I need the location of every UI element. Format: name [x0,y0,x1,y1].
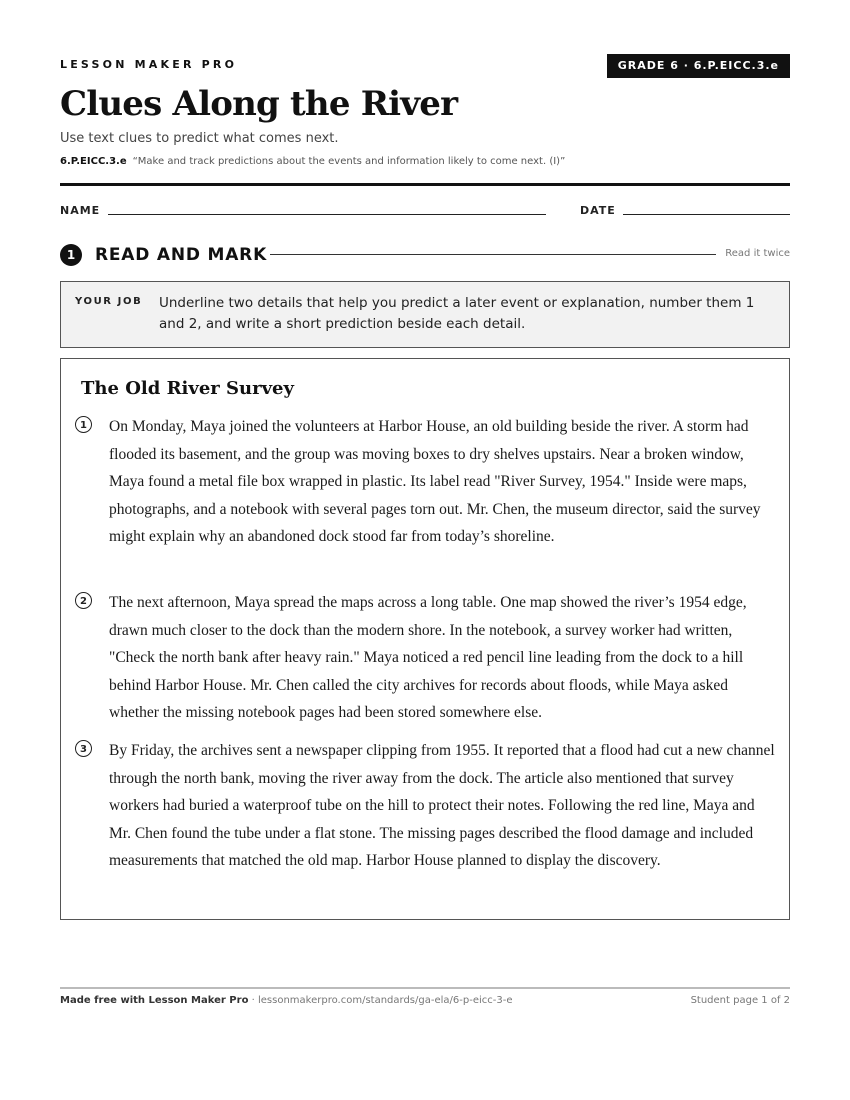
grade-standard-badge: GRADE 6 · 6.P.EICC.3.e [607,54,790,78]
standard-code: 6.P.EICC.3.e [60,156,127,167]
section-title: READ AND MARK [95,245,268,265]
header-divider [60,183,790,186]
section-divider [270,254,716,255]
paragraph-text[interactable]: By Friday, the archives sent a newspaper clipping from 1955. It reported that a flood had cut a new channel through the north bank, moving the river away from the dock. The article also mentioned that survey workers had buried a waterproof tube on the hill to protect their notes. Following the red line, Maya and Mr. Chen found the tube under a flat stone. The missing pages described the flood damage and included measurements that matched the old map. Harbor House planned to display the discovery. [109,742,775,869]
worksheet-title: Clues Along the River [60,84,458,124]
footer-made-with: Made free with Lesson Maker Pro [60,995,249,1006]
instructions-box [60,281,790,348]
paragraph-text[interactable]: On Monday, Maya joined the volunteers at Harbor House, an old building beside the river. A storm had flooded its basement, and the group was moving boxes to dry shelves upstairs. Near a broken window, Maya found a metal file box wrapped in plastic. Its label read "River Survey, 1954." Inside were maps, photographs, and a notebook with several pages torn out. Mr. Chen, the museum director, said the survey might explain why an abandoned dock stood far from today’s shoreline. [109,418,761,545]
standard-description: “Make and track predictions about the events and information likely to come next. (I)” [132,156,566,167]
passage-title: The Old River Survey [81,378,294,399]
section-note: Read it twice [725,248,790,259]
section-number-badge: 1 [60,244,82,266]
footer-page-number: Student page 1 of 2 [690,995,790,1006]
standard-line [60,156,565,167]
worksheet-subtitle: Use text clues to predict what comes next. [60,131,339,146]
footer-credit [60,995,512,1006]
footer-divider [60,987,790,989]
paragraph-number: 3 [75,740,92,757]
footer-url[interactable]: · lessonmakerpro.com/standards/ga-ela/6-p-eicc-3-e [251,995,513,1006]
brand-name: LESSON MAKER PRO [60,58,238,71]
reading-passage [60,358,790,920]
worksheet-page [60,0,790,1100]
paragraph-text[interactable]: The next afternoon, Maya spread the maps across a long table. One map showed the river’s 1954 edge, drawn much closer to the dock than the modern shore. In the notebook, a survey worker had written, "Check the north bank after heavy rain." Maya noticed a red pencil line leading from the dock to a hill behind Harbor House. Mr. Chen called the city archives for records about floods, while Maya asked whether the missing notebook pages had been stored somewhere else. [109,594,747,721]
date-field[interactable] [623,214,790,215]
instructions-text: Underline two details that help you predict a later event or explanation, number them 1 and 2, and write a short prediction beside each detail. [159,295,755,332]
name-field[interactable] [108,214,546,215]
instructions-label: YOUR JOB [75,296,143,307]
name-label: NAME [60,204,101,217]
paragraph-number: 1 [75,416,92,433]
paragraph-number: 2 [75,592,92,609]
date-label: DATE [580,204,616,217]
